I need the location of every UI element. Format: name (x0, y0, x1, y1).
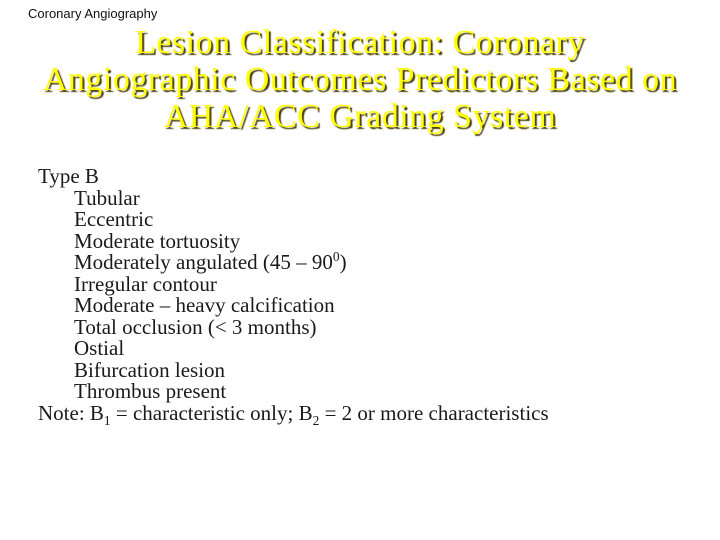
note-line (38, 400, 700, 428)
subscript-two: 2 (312, 412, 320, 428)
slide-header-label: Coronary Angiography (28, 6, 158, 21)
title-line-2: Angiographic Outcomes Predictors Based on (42, 61, 678, 98)
slide-title (20, 24, 700, 135)
note-text: Note: B (38, 400, 104, 425)
superscript-zero: 0 (332, 249, 340, 264)
list-item: Thrombus present (74, 379, 227, 403)
list-item: Ostial (74, 336, 125, 360)
slide-body (38, 164, 700, 428)
list-item: Bifurcation lesion (74, 357, 226, 382)
list-item-text: Moderately angulated (45 – 90 (74, 250, 333, 274)
list-item: Irregular contour (74, 271, 217, 296)
list-item: Tubular (74, 185, 140, 210)
list-item (38, 249, 700, 274)
list-item: Eccentric (74, 207, 154, 231)
list-item: Total occlusion (< 3 months) (74, 314, 317, 339)
list-item-text: ) (339, 250, 347, 274)
list-item: Moderate – heavy calcification (74, 293, 335, 317)
title-line-1: Lesion Classification: Coronary (135, 24, 585, 61)
title-line-3: AHA/ACC Grading System (163, 98, 557, 135)
note-text: = characteristic only; B (110, 400, 313, 425)
type-b-heading: Type B (38, 164, 99, 188)
note-text: = 2 or more characteristics (319, 400, 549, 425)
list-item: Moderate tortuosity (74, 228, 241, 253)
subscript-one: 1 (103, 412, 111, 428)
